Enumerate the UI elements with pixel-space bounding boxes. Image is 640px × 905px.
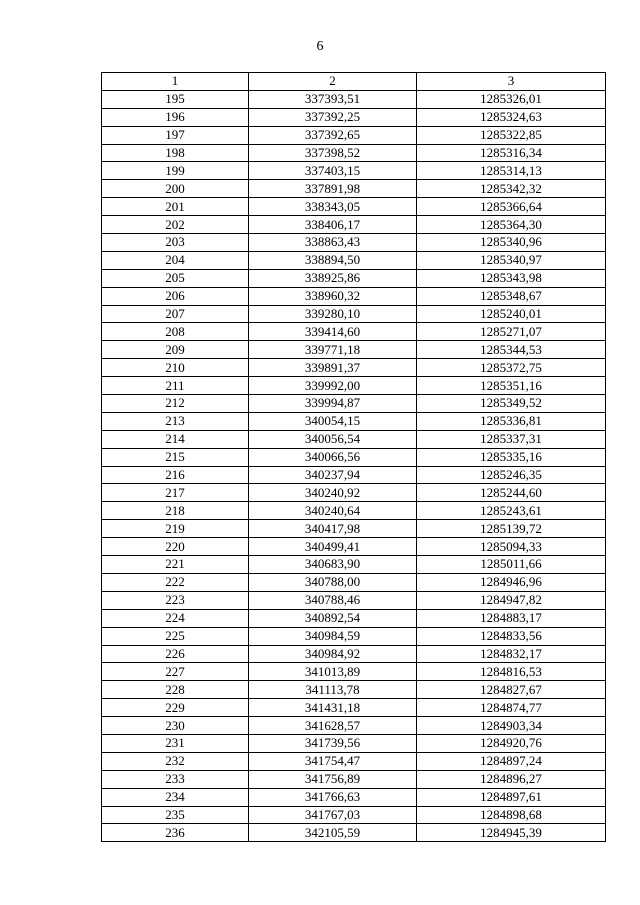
x-coordinate-cell: 341756,89: [249, 770, 417, 788]
y-coordinate-cell: 1285337,31: [417, 430, 606, 448]
table-row: [102, 556, 606, 574]
y-coordinate-cell: 1285246,35: [417, 466, 606, 484]
x-coordinate-cell: 340984,59: [249, 627, 417, 645]
point-number-cell: 222: [102, 573, 249, 591]
table-header-row: [102, 73, 606, 91]
table-row: [102, 734, 606, 752]
y-coordinate-cell: 1285364,30: [417, 216, 606, 234]
x-coordinate-cell: 341754,47: [249, 752, 417, 770]
point-number-cell: 199: [102, 162, 249, 180]
x-coordinate-cell: 341431,18: [249, 699, 417, 717]
table-row: [102, 108, 606, 126]
x-coordinate-cell: 340417,98: [249, 520, 417, 538]
table-row: [102, 806, 606, 824]
point-number-cell: 208: [102, 323, 249, 341]
coordinates-table: [101, 72, 606, 842]
point-number-cell: 201: [102, 198, 249, 216]
table-row: [102, 430, 606, 448]
column-header: 3: [417, 73, 606, 91]
x-coordinate-cell: 341739,56: [249, 734, 417, 752]
x-coordinate-cell: 337403,15: [249, 162, 417, 180]
point-number-cell: 224: [102, 609, 249, 627]
x-coordinate-cell: 342105,59: [249, 824, 417, 842]
y-coordinate-cell: 1285324,63: [417, 108, 606, 126]
x-coordinate-cell: 341113,78: [249, 681, 417, 699]
point-number-cell: 216: [102, 466, 249, 484]
y-coordinate-cell: 1284816,53: [417, 663, 606, 681]
y-coordinate-cell: 1285348,67: [417, 287, 606, 305]
table-row: [102, 216, 606, 234]
x-coordinate-cell: 340984,92: [249, 645, 417, 663]
point-number-cell: 205: [102, 269, 249, 287]
y-coordinate-cell: 1285340,97: [417, 251, 606, 269]
y-coordinate-cell: 1285322,85: [417, 126, 606, 144]
x-coordinate-cell: 340056,54: [249, 430, 417, 448]
point-number-cell: 214: [102, 430, 249, 448]
table-row: [102, 824, 606, 842]
point-number-cell: 197: [102, 126, 249, 144]
table-row: [102, 269, 606, 287]
y-coordinate-cell: 1285243,61: [417, 502, 606, 520]
y-coordinate-cell: 1285343,98: [417, 269, 606, 287]
point-number-cell: 235: [102, 806, 249, 824]
x-coordinate-cell: 339414,60: [249, 323, 417, 341]
point-number-cell: 196: [102, 108, 249, 126]
y-coordinate-cell: 1285342,32: [417, 180, 606, 198]
table-body: [102, 90, 606, 841]
point-number-cell: 195: [102, 90, 249, 108]
point-number-cell: 229: [102, 699, 249, 717]
table-row: [102, 717, 606, 735]
table-row: [102, 699, 606, 717]
point-number-cell: 226: [102, 645, 249, 663]
y-coordinate-cell: 1285240,01: [417, 305, 606, 323]
x-coordinate-cell: 339771,18: [249, 341, 417, 359]
table-row: [102, 573, 606, 591]
y-coordinate-cell: 1285011,66: [417, 556, 606, 574]
table-row: [102, 520, 606, 538]
y-coordinate-cell: 1285372,75: [417, 359, 606, 377]
column-header: 1: [102, 73, 249, 91]
x-coordinate-cell: 340788,00: [249, 573, 417, 591]
point-number-cell: 236: [102, 824, 249, 842]
point-number-cell: 207: [102, 305, 249, 323]
y-coordinate-cell: 1285271,07: [417, 323, 606, 341]
point-number-cell: 210: [102, 359, 249, 377]
x-coordinate-cell: 338925,86: [249, 269, 417, 287]
table-row: [102, 645, 606, 663]
point-number-cell: 212: [102, 395, 249, 413]
x-coordinate-cell: 337891,98: [249, 180, 417, 198]
x-coordinate-cell: 337392,65: [249, 126, 417, 144]
x-coordinate-cell: 337392,25: [249, 108, 417, 126]
x-coordinate-cell: 339994,87: [249, 395, 417, 413]
y-coordinate-cell: 1285340,96: [417, 234, 606, 252]
point-number-cell: 233: [102, 770, 249, 788]
point-number-cell: 211: [102, 377, 249, 395]
table-row: [102, 663, 606, 681]
x-coordinate-cell: 341013,89: [249, 663, 417, 681]
point-number-cell: 223: [102, 591, 249, 609]
point-number-cell: 209: [102, 341, 249, 359]
y-coordinate-cell: 1285351,16: [417, 377, 606, 395]
table-row: [102, 162, 606, 180]
table-row: [102, 377, 606, 395]
table-row: [102, 90, 606, 108]
table-row: [102, 502, 606, 520]
y-coordinate-cell: 1284898,68: [417, 806, 606, 824]
x-coordinate-cell: 340054,15: [249, 412, 417, 430]
table-row: [102, 234, 606, 252]
x-coordinate-cell: 338863,43: [249, 234, 417, 252]
x-coordinate-cell: 338960,32: [249, 287, 417, 305]
y-coordinate-cell: 1284833,56: [417, 627, 606, 645]
point-number-cell: 232: [102, 752, 249, 770]
point-number-cell: 218: [102, 502, 249, 520]
table-row: [102, 448, 606, 466]
x-coordinate-cell: 341767,03: [249, 806, 417, 824]
point-number-cell: 220: [102, 538, 249, 556]
y-coordinate-cell: 1284946,96: [417, 573, 606, 591]
table-row: [102, 609, 606, 627]
x-coordinate-cell: 341628,57: [249, 717, 417, 735]
table-row: [102, 681, 606, 699]
point-number-cell: 203: [102, 234, 249, 252]
y-coordinate-cell: 1285336,81: [417, 412, 606, 430]
page-number: 6: [316, 39, 324, 54]
point-number-cell: 200: [102, 180, 249, 198]
table-row: [102, 180, 606, 198]
y-coordinate-cell: 1284947,82: [417, 591, 606, 609]
point-number-cell: 234: [102, 788, 249, 806]
x-coordinate-cell: 339891,37: [249, 359, 417, 377]
point-number-cell: 231: [102, 734, 249, 752]
table-row: [102, 484, 606, 502]
table-row: [102, 305, 606, 323]
table-row: [102, 198, 606, 216]
point-number-cell: 217: [102, 484, 249, 502]
table-row: [102, 770, 606, 788]
x-coordinate-cell: 337398,52: [249, 144, 417, 162]
y-coordinate-cell: 1285244,60: [417, 484, 606, 502]
x-coordinate-cell: 339280,10: [249, 305, 417, 323]
y-coordinate-cell: 1284883,17: [417, 609, 606, 627]
point-number-cell: 225: [102, 627, 249, 645]
point-number-cell: 198: [102, 144, 249, 162]
table-row: [102, 752, 606, 770]
y-coordinate-cell: 1285314,13: [417, 162, 606, 180]
y-coordinate-cell: 1285316,34: [417, 144, 606, 162]
y-coordinate-cell: 1285326,01: [417, 90, 606, 108]
y-coordinate-cell: 1285349,52: [417, 395, 606, 413]
x-coordinate-cell: 338343,05: [249, 198, 417, 216]
point-number-cell: 206: [102, 287, 249, 305]
point-number-cell: 228: [102, 681, 249, 699]
x-coordinate-cell: 340499,41: [249, 538, 417, 556]
table-row: [102, 412, 606, 430]
y-coordinate-cell: 1284832,17: [417, 645, 606, 663]
y-coordinate-cell: 1284920,76: [417, 734, 606, 752]
x-coordinate-cell: 340240,64: [249, 502, 417, 520]
point-number-cell: 227: [102, 663, 249, 681]
y-coordinate-cell: 1285366,64: [417, 198, 606, 216]
x-coordinate-cell: 340892,54: [249, 609, 417, 627]
table-row: [102, 466, 606, 484]
y-coordinate-cell: 1284896,27: [417, 770, 606, 788]
y-coordinate-cell: 1285335,16: [417, 448, 606, 466]
table-row: [102, 323, 606, 341]
x-coordinate-cell: 340237,94: [249, 466, 417, 484]
table-row: [102, 788, 606, 806]
table-row: [102, 627, 606, 645]
y-coordinate-cell: 1284897,24: [417, 752, 606, 770]
table-row: [102, 126, 606, 144]
x-coordinate-cell: 339992,00: [249, 377, 417, 395]
y-coordinate-cell: 1285344,53: [417, 341, 606, 359]
point-number-cell: 213: [102, 412, 249, 430]
x-coordinate-cell: 338406,17: [249, 216, 417, 234]
x-coordinate-cell: 340683,90: [249, 556, 417, 574]
x-coordinate-cell: 340788,46: [249, 591, 417, 609]
table-row: [102, 251, 606, 269]
column-header: 2: [249, 73, 417, 91]
table-row: [102, 538, 606, 556]
x-coordinate-cell: 338894,50: [249, 251, 417, 269]
point-number-cell: 204: [102, 251, 249, 269]
table-row: [102, 591, 606, 609]
x-coordinate-cell: 341766,63: [249, 788, 417, 806]
point-number-cell: 221: [102, 556, 249, 574]
y-coordinate-cell: 1285094,33: [417, 538, 606, 556]
y-coordinate-cell: 1284897,61: [417, 788, 606, 806]
y-coordinate-cell: 1284903,34: [417, 717, 606, 735]
table-row: [102, 287, 606, 305]
x-coordinate-cell: 340066,56: [249, 448, 417, 466]
table-row: [102, 341, 606, 359]
point-number-cell: 219: [102, 520, 249, 538]
point-number-cell: 215: [102, 448, 249, 466]
x-coordinate-cell: 340240,92: [249, 484, 417, 502]
point-number-cell: 202: [102, 216, 249, 234]
point-number-cell: 230: [102, 717, 249, 735]
y-coordinate-cell: 1284874,77: [417, 699, 606, 717]
table-row: [102, 144, 606, 162]
table-row: [102, 359, 606, 377]
x-coordinate-cell: 337393,51: [249, 90, 417, 108]
y-coordinate-cell: 1284827,67: [417, 681, 606, 699]
y-coordinate-cell: 1285139,72: [417, 520, 606, 538]
table-row: [102, 395, 606, 413]
y-coordinate-cell: 1284945,39: [417, 824, 606, 842]
